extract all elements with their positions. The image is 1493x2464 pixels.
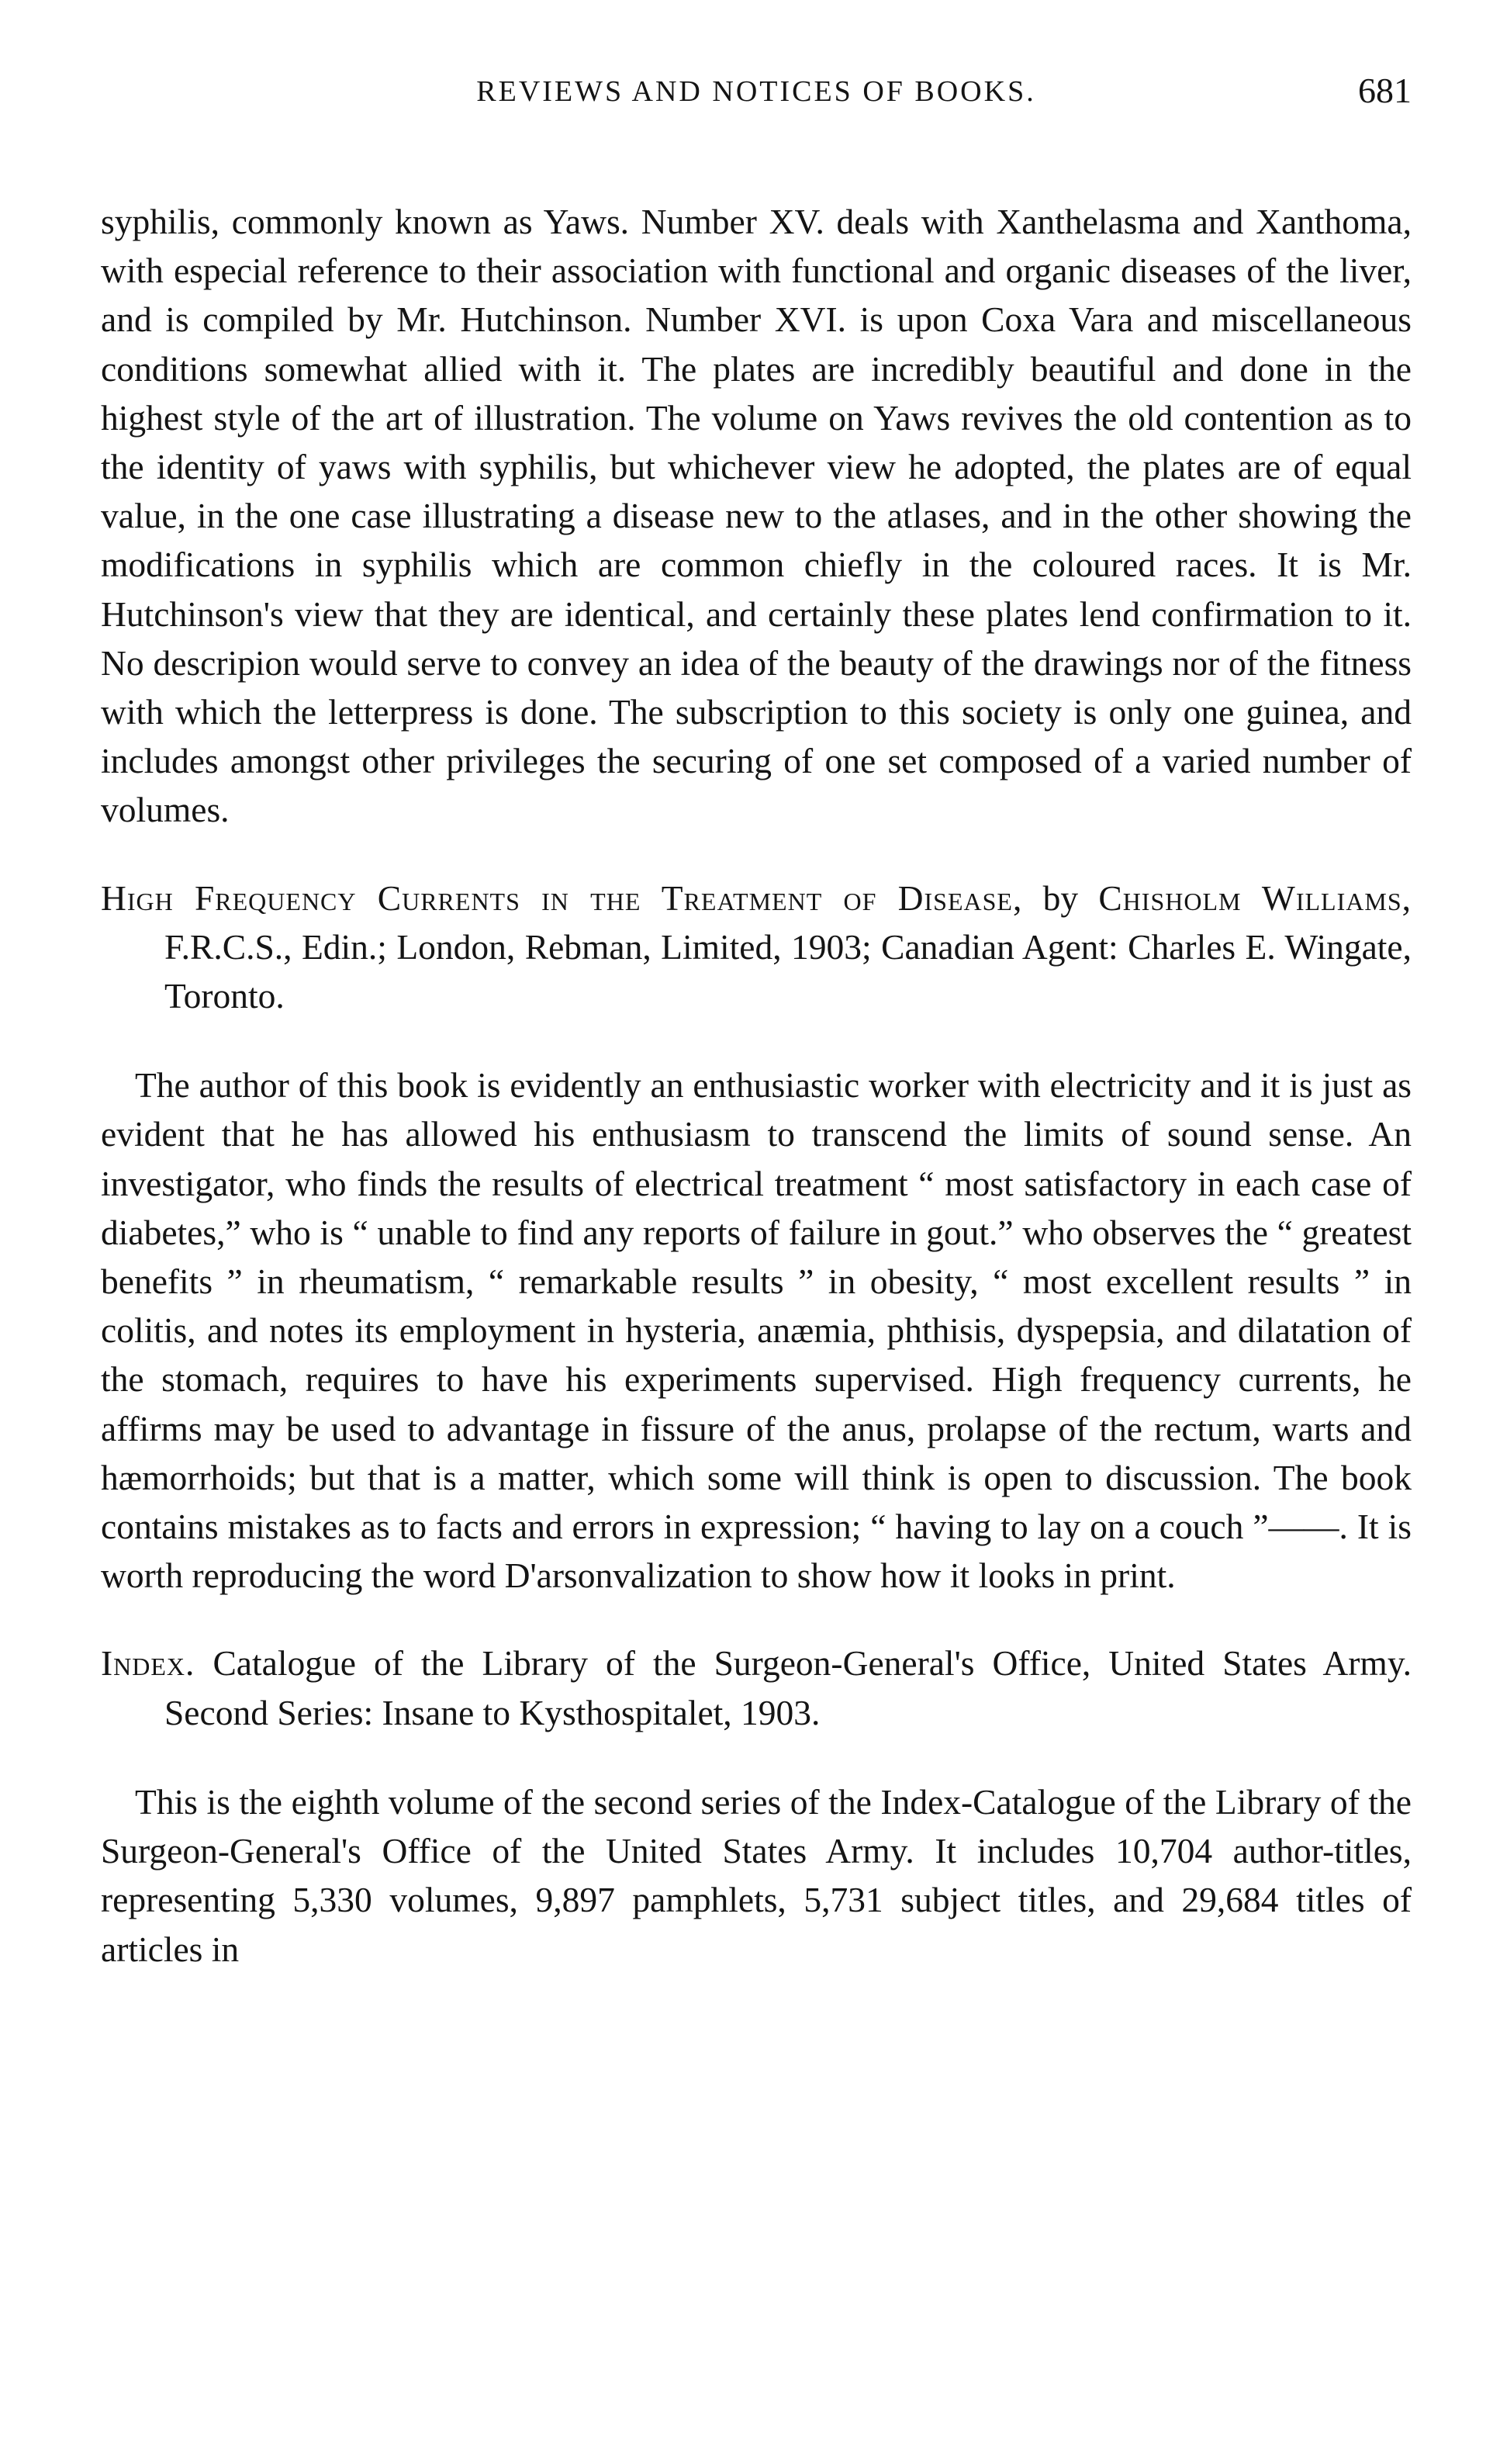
paragraph-yaws-review: syphilis, commonly known as Yaws. Number XV. deals with Xanthelasma and Xanthoma, with especial reference to their association with functional and organic diseases of the liver, and is compiled by Mr. Hutchinson. Number XVI. is upon Coxa Vara and miscellaneous conditions somewhat allied with it. The plates are incredibly beautiful and done in the highest style of the art of illustration. The volume on Yaws revives the old contention as to the identity of yaws with syphilis, but whichever view he adopted, the plates are of equal value, in the one case illustrating a disease new to the atlases, and in the other showing the modifications in syphilis which are common chiefly in the coloured races. It is Mr. Hutchinson's view that they are identical, and certainly these plates lend confirmation to it. No descripion would serve to convey an idea of the beauty of the drawings nor of the fitness with which the letterpress is done. The subscription to this society is only one guinea, and includes amongst other privileges the securing of one set composed of a varied number of volumes.	[101, 202, 1412, 830]
book-entry-index-catalogue	[101, 1639, 1412, 1736]
paragraph-high-frequency-review: The author of this book is evidently an enthusiastic worker with electricity and it is just as evident that he has allowed his enthusiasm to transcend the limits of sound sense. An investigator, who finds the results of electrical treatment “ most satisfactory in each case of diabetes,” who is “ unable to find any reports of failure in gout.” who observes the “ greatest benefits ” in rheumatism, “ remarkable results ” in obesity, “ most excellent results ” in colitis, and notes its employment in hysteria, anæmia, phthisis, dyspepsia, and dilatation of the stomach, requires to have his experiments supervised. High frequency currents, he affirms may be used to advantage in fissure of the anus, prolapse of the rectum, warts and hæmorrhoids; but that is a matter, which some will think is open to discussion. The book contains mistakes as to facts and errors in expression; “ having to lay on a couch ”——. It is worth reproducing the word D'arsonvalization to show how it looks in print.	[101, 1065, 1412, 1596]
book-publication-details: F.R.C.S., Edin.; London, Rebman, Limited, 1903; Canadian Agent: Charles E. Wingate, Toronto.	[164, 926, 1412, 1016]
running-header	[101, 71, 1412, 137]
book-by: by	[1022, 877, 1099, 918]
book-title: Index.	[101, 1643, 195, 1684]
book-title: High Frequency Currents in the Treatment of Disease,	[101, 877, 1023, 918]
page-number: 681	[1358, 71, 1412, 110]
book-page	[101, 71, 1412, 1974]
book-author: Chisholm Williams,	[1098, 877, 1412, 918]
book-publication-details: Catalogue of the Library of the Surgeon-General's Office, United States Army. Second Series: Insane to Kysthospitalet, 1903.	[164, 1643, 1412, 1732]
running-title: REVIEWS AND NOTICES OF BOOKS.	[476, 75, 1036, 108]
book-entry-high-frequency	[101, 874, 1412, 1021]
paragraph-index-catalogue-review: This is the eighth volume of the second series of the Index-Catalogue of the Library of the Surgeon-General's Office of the United States Army. It includes 10,704 author-titles, representing 5,330 volumes, 9,897 pamphlets, 5,731 subject titles, and 29,684 titles of articles in	[101, 1781, 1412, 1969]
